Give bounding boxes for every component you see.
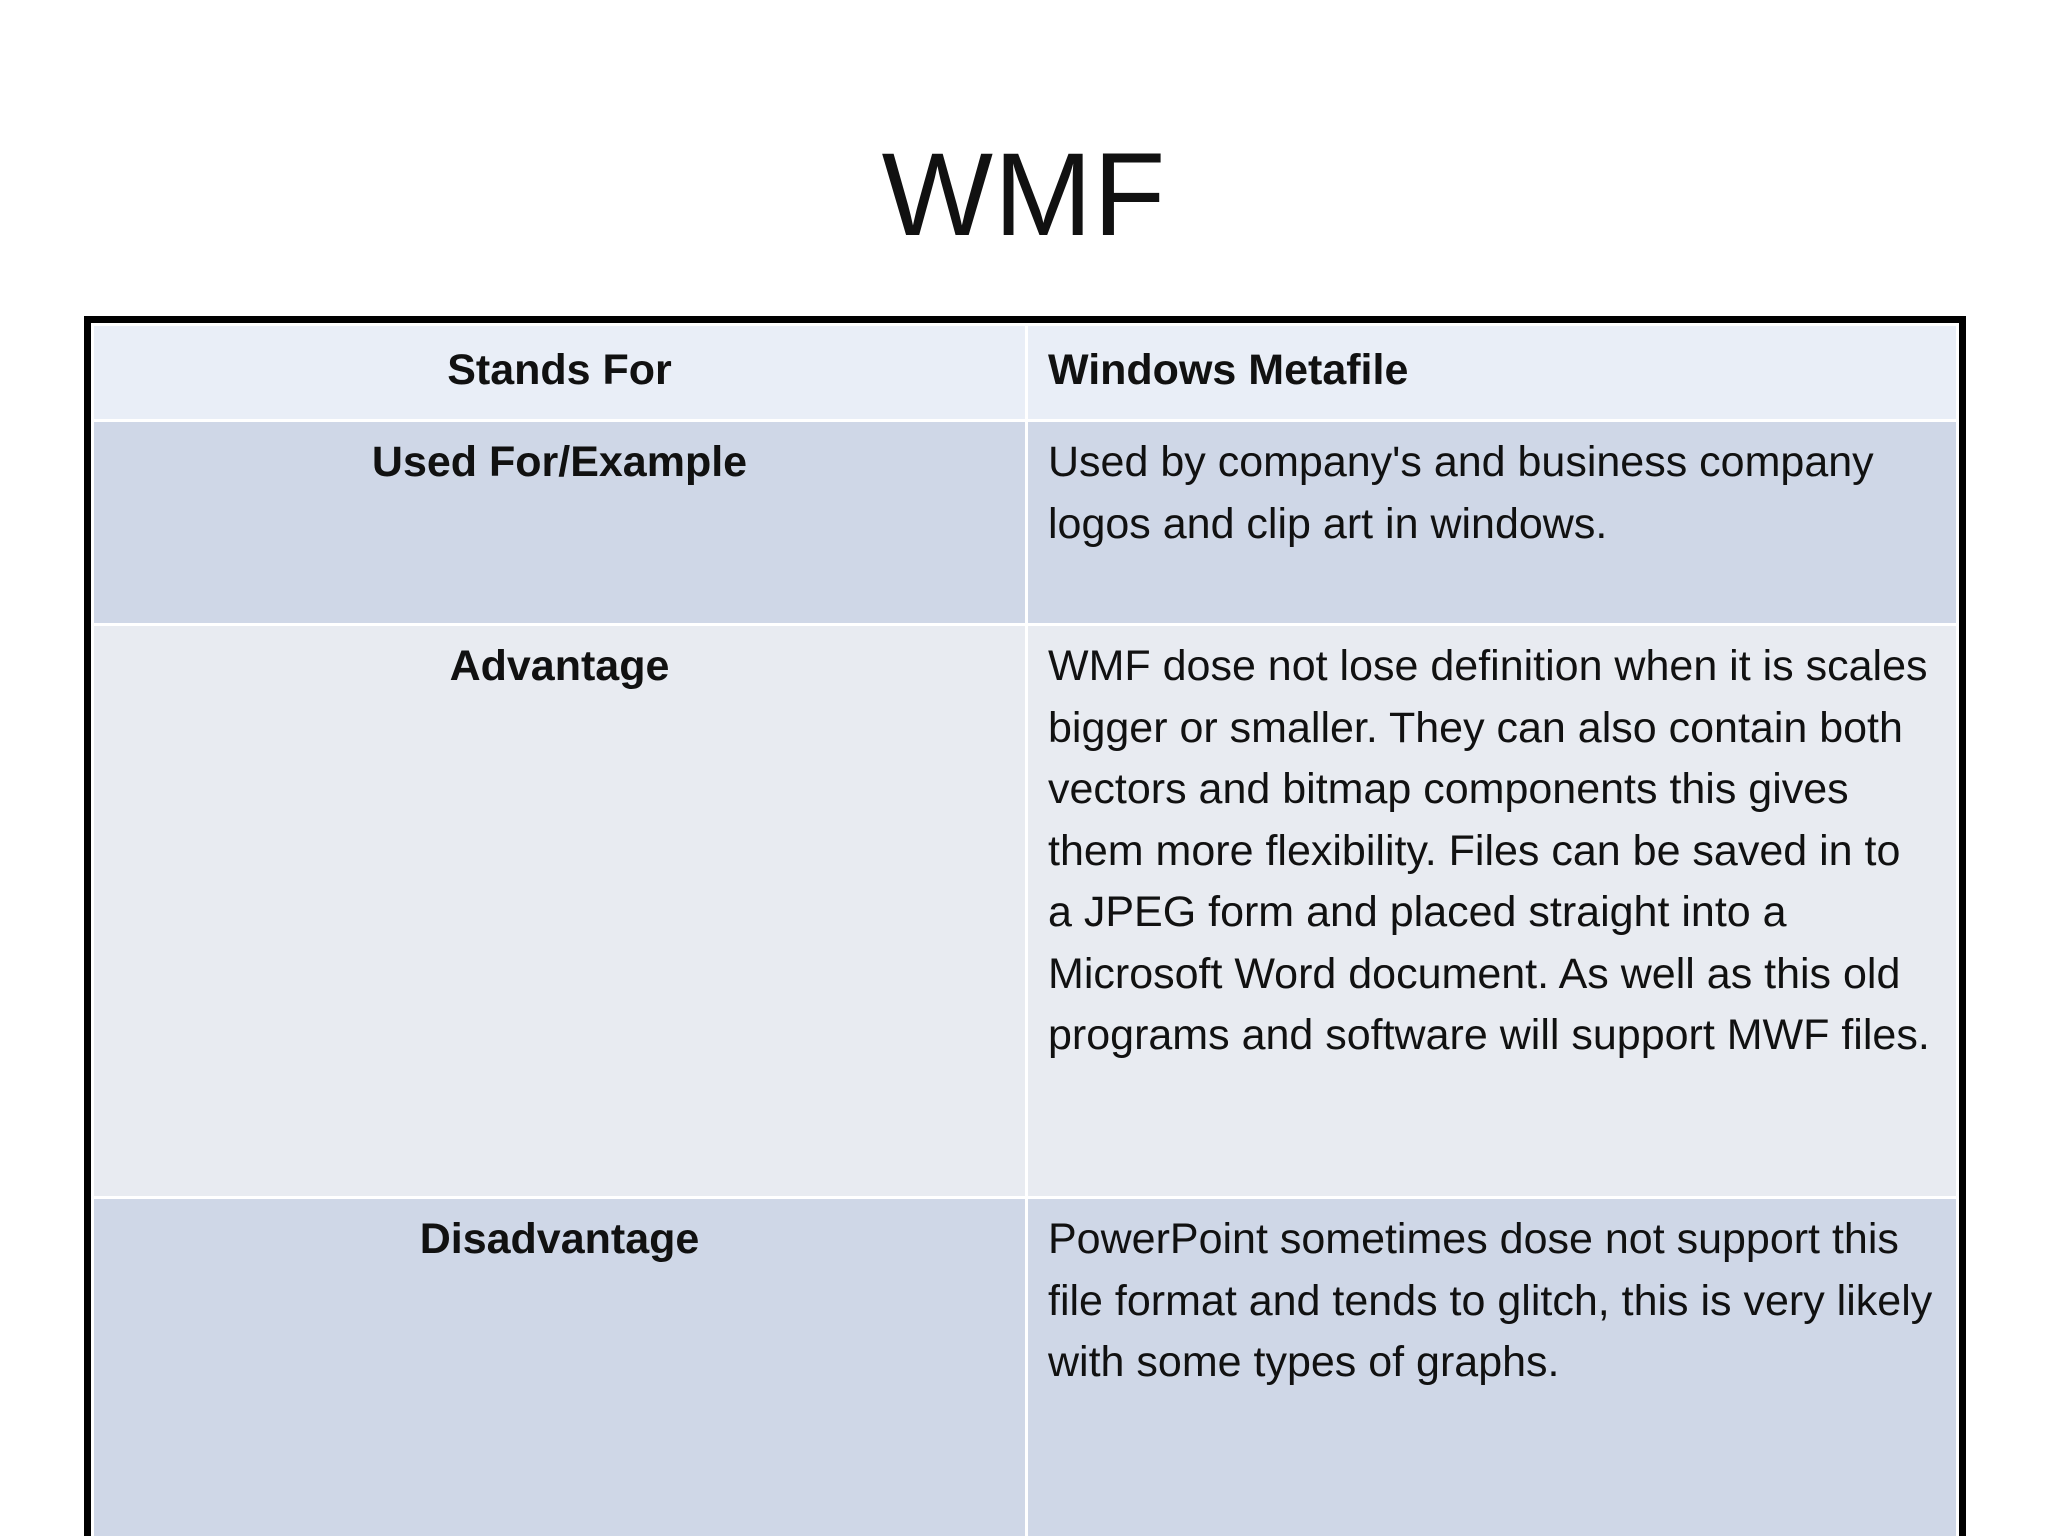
table-row-advantage — [93, 625, 1958, 1198]
used-for-value: Used by company's and business company logos and clip art in windows. — [1027, 421, 1958, 625]
stands-for-label: Stands For — [93, 325, 1027, 421]
advantage-value: WMF dose not lose definition when it is scales bigger or smaller. They can also contain both vectors and bitmap components this gives them more flexibility. Files can be saved in to a JPEG form and placed straight into a Microsoft Word document. As well as this old programs and software will support MWF files. — [1027, 625, 1958, 1198]
info-table-frame — [84, 316, 1966, 1536]
advantage-label: Advantage — [93, 625, 1027, 1198]
disadvantage-value: PowerPoint sometimes dose not support this file format and tends to glitch, this is very likely with some types of graphs. — [1027, 1198, 1958, 1536]
table-row-used-for — [93, 421, 1958, 625]
stands-for-value: Windows Metafile — [1027, 325, 1958, 421]
info-table — [91, 323, 1959, 1536]
table-row-disadvantage — [93, 1198, 1958, 1536]
slide-title: WMF — [881, 129, 1167, 261]
used-for-label: Used For/Example — [93, 421, 1027, 625]
disadvantage-label: Disadvantage — [93, 1198, 1027, 1536]
table-row-stands-for — [93, 325, 1958, 421]
